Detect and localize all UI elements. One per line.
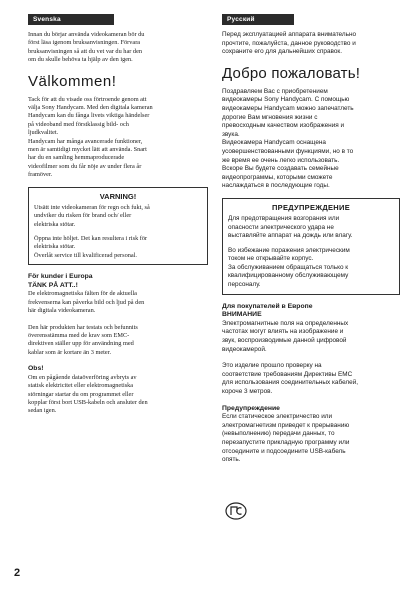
europe-text-1: De elektromagnetiska fälten för de aktuella frekvenserna kan påverka bild och ljud på den här digitala videokameran. xyxy=(28,290,145,315)
note-heading: Obs! xyxy=(28,365,44,373)
warning-title: VARNING! xyxy=(99,191,137,201)
intro-text: Innan du börjar använda videokameran bör du först läsa igenom bruksanvisningen. Förvara bruksanvisningen så att du vet var du har den om du skulle behöva ta hjälp av den igen. xyxy=(28,31,145,64)
warning-box xyxy=(28,187,208,265)
note-text: Если статическое электричество или электромагнетизм приведет к прерыванию (невыполнению) передачи данных, то перезапустите прикладную программу или отсоедините и подсоедините USB-кабель опять. xyxy=(222,413,350,464)
europe-text-2: Den här produkten har testats och befunnits överensstämma med de krav som EMC- direktiven ställer upp för användning med kablar som är kortare än 3 meter. xyxy=(28,323,138,356)
europe-heading: För kunder i Europa TÄNK PÅ ATT..! xyxy=(28,273,93,289)
warning-text-1: Utsätt inte videokameran för regn och fukt, så undviker du risken för brand och/ eller elektriska stötar. xyxy=(34,203,150,228)
page-number: 2 xyxy=(14,567,21,579)
intro-text: Перед эксплуатацией аппарата внимательно прочтите, пожалуйста, данное руководство и сохраните его для дальнейших справок. xyxy=(222,31,357,56)
swedish-column xyxy=(28,8,208,416)
note-text: Om en pågående dataöverföring avbryts av statisk elektricitet eller elektromagnetiska störningar startar du om programmet eller kopplar först bort USB-kabeln och ansluter den sedan igen. xyxy=(28,373,148,415)
europe-text-2: Это изделие прошло проверку на соответствие требованиям Директивы EMC для использования соединительных кабелей, короче 3 метров. xyxy=(222,362,359,395)
warning-text-2: Öppna inte höljet. Det kan resultera i risk för elektriska stötar. Överlåt service till kvalificerad personal. xyxy=(34,234,148,259)
warning-title: ПРЕДУПРЕЖДЕНИЕ xyxy=(271,202,351,212)
language-tab-russian: Русский xyxy=(222,14,294,25)
language-tab-swedish: Svenska xyxy=(28,14,114,25)
europe-text-1: Электромагнитные поля на определенных частотах могут влиять на изображение и звук, воспроизводимые данной цифровой видеокамерой. xyxy=(222,319,349,353)
note-heading: Предупреждение xyxy=(222,404,280,412)
europe-heading: Для покупателей в Европе ВНИМАНИЕ xyxy=(222,302,313,319)
russian-column xyxy=(222,8,400,465)
welcome-body: Tack för att du visade oss förtroende genom att välja Sony Handycam. Med den digitala kameran Handycam kan du fånga livets viktiga händelser på videoband med förstklassig bild- och ljudkvalitet. Handycam har många avancerade funktioner, men är samtidigt mycket lätt att använda. Snart har du en samling hemmaproducerade videofilmer som du får nöje av under flera år framöver. xyxy=(28,95,153,179)
welcome-title: Добро пожаловать! xyxy=(222,64,361,82)
warning-box xyxy=(222,198,400,295)
gost-certification-mark-icon xyxy=(225,502,247,520)
welcome-title: Välkommen! xyxy=(28,72,117,90)
warning-text-1: Для предотвращения возгорания или опасности электрического удара не выставляйте аппарат на дождь или влагу. xyxy=(228,214,353,240)
warning-text-2: Во избежание поражения электрическим током не открывайте корпус. За обслуживанием обращаться только к квалифицированному обслуживающему персоналу. xyxy=(228,246,350,289)
welcome-body: Поздравляем Вас с приобретением видеокамеры Sony Handycam. С помощью видеокамеры Handycam можно запечатлеть дорогие Вам мгновения жизни с превосходным качеством изображения и звука. Видеокамера Handycam оснащена усовершенствованными функциями, но в то же время ее очень легко использовать. Вскоре Вы будете создавать семейные видеопрограммы, которыми сможете наслаждаться в последующие годы. xyxy=(222,87,354,190)
